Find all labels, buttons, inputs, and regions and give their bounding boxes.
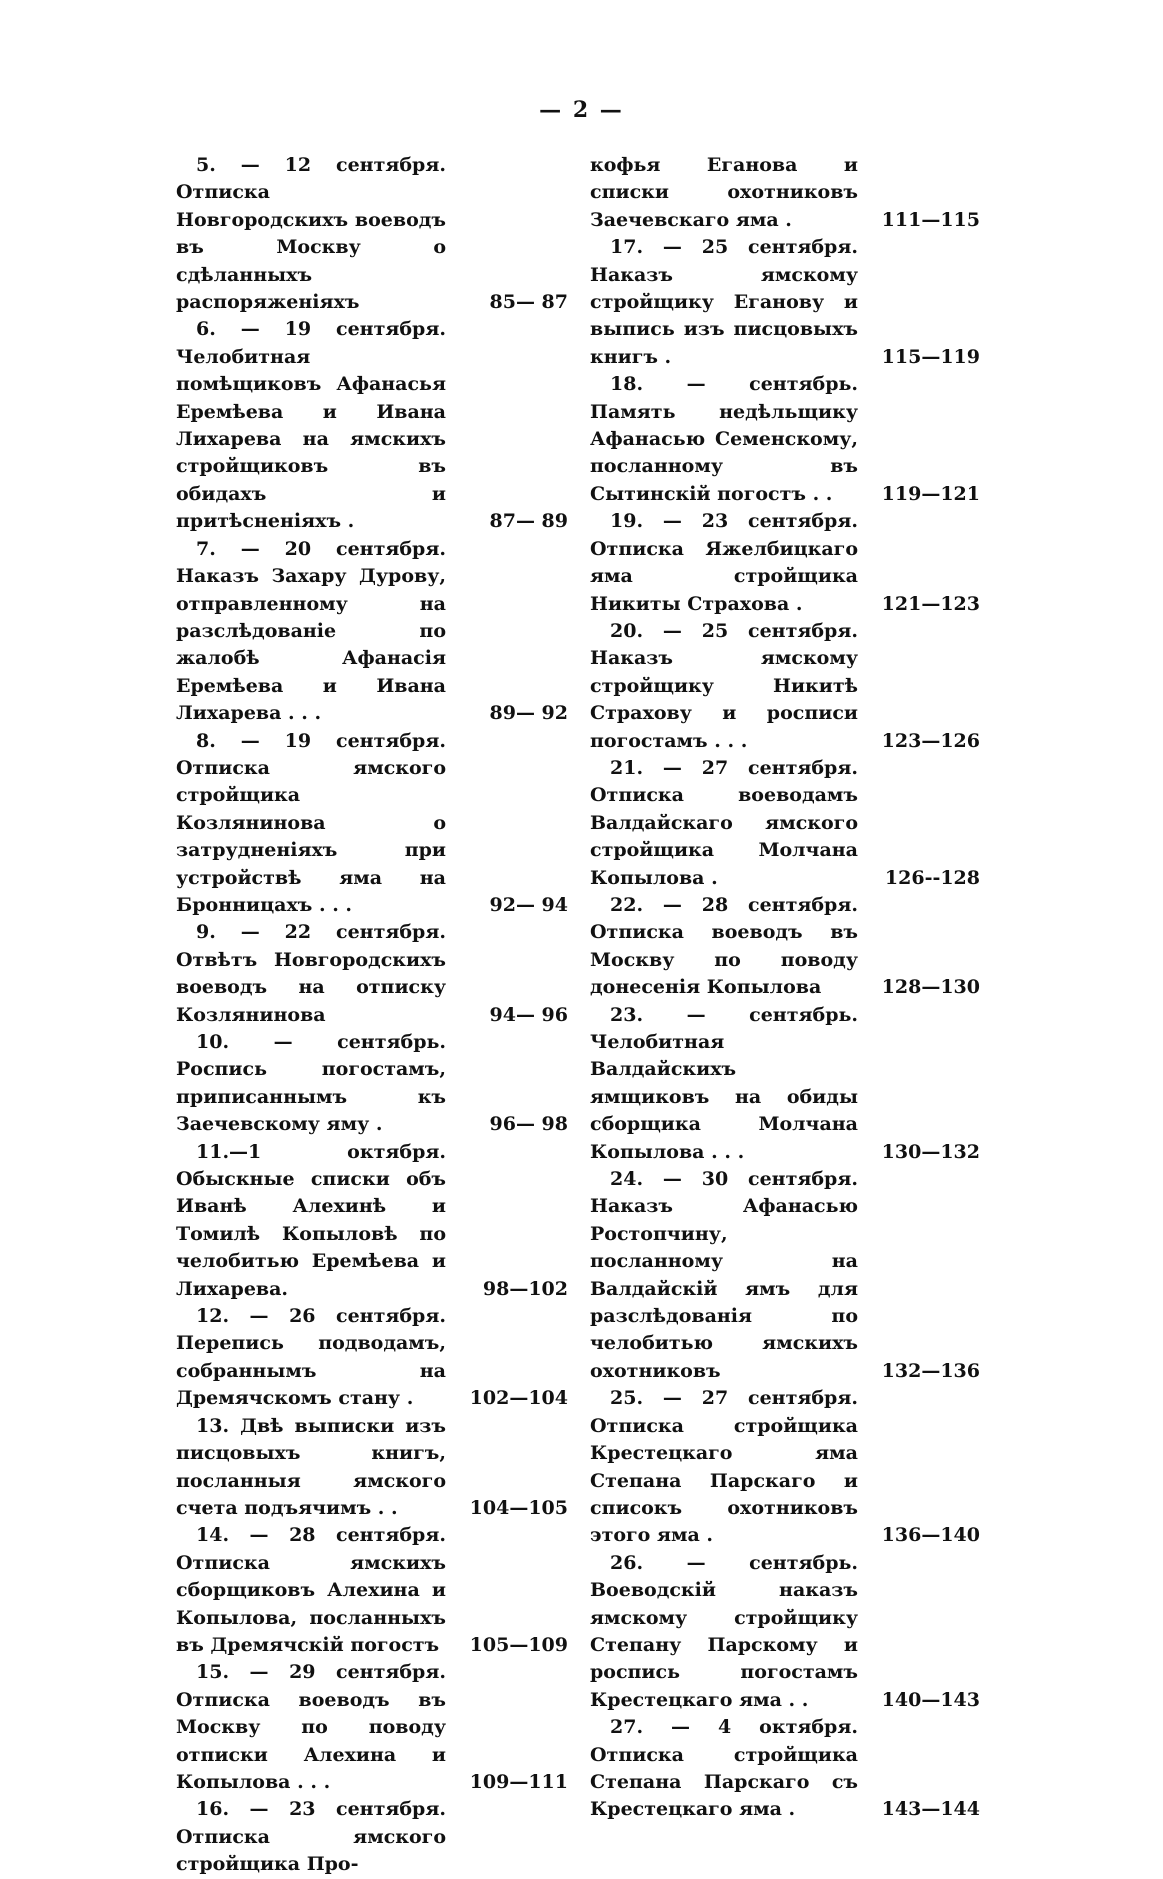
toc-entry	[590, 1550, 980, 1714]
entry-pages: 130—132	[881, 1140, 980, 1163]
toc-entry	[176, 919, 568, 1029]
entry-text: 16. — 23 сентября. Отписка ямского стройщика Про-	[176, 1798, 446, 1876]
entry-text: 7. — 20 сентября. Наказъ Захару Дурову, отправленному на разслѣдованiе по жалобѣ Афанасiя Еремѣева и Ивана Лихарева . . .	[176, 537, 446, 725]
entry-text: 10. — сентябрь. Роспись погостамъ, приписаннымъ къ Заечевскому яму .	[176, 1031, 446, 1136]
toc-entry	[176, 1659, 568, 1796]
entry-pages: 87— 89	[489, 510, 568, 533]
entry-pages: 94— 96	[489, 1003, 568, 1026]
entry-text: 18. — сентябрь. Память недѣльщику Афанасью Семенскому, посланному въ Сытинскiй погостъ . .	[590, 373, 858, 505]
entry-pages: 132—136	[881, 1359, 980, 1382]
entry-pages: 105—109	[469, 1633, 568, 1656]
toc-entry	[590, 755, 980, 892]
page-number: — 2 —	[539, 97, 624, 123]
toc-entry	[590, 1166, 980, 1385]
toc-entry	[176, 728, 568, 920]
entry-pages: 98—102	[482, 1277, 568, 1300]
entry-text: 23. — сентябрь. Челобитная Валдайскихъ ямщиковъ на обиды сборщика Молчана Копылова . . .	[590, 1003, 858, 1163]
toc-left-column	[176, 152, 568, 1879]
entry-pages: 119—121	[881, 482, 980, 505]
toc-right-column	[590, 152, 980, 1824]
entry-text: 8. — 19 сентября. Отписка ямского стройщика Козлянинова о затрудненiяхъ при устройствѣ яма на Бронницахъ . . .	[176, 729, 446, 916]
entry-text: 27. — 4 октября. Отписка стройщика Степана Парскаго съ Крестецкаго яма .	[590, 1716, 858, 1821]
entry-pages: 111—115	[881, 208, 980, 231]
toc-entry	[176, 1029, 568, 1139]
entry-text: 11.—1 октября. Обыскные списки объ Иванѣ Алехинѣ и Томилѣ Копыловѣ по челобитью Еремѣева и Лихарева.	[176, 1140, 446, 1300]
entry-text: 9. — 22 сентября. Отвѣтъ Новгородскихъ воеводъ на отписку Козлянинова	[176, 921, 446, 1026]
entry-pages: 85— 87	[489, 291, 568, 314]
entry-pages: 92— 94	[489, 893, 568, 916]
entry-pages: 109—111	[469, 1770, 568, 1793]
entry-text: 5. — 12 сентября. Отписка Новгородскихъ воеводъ въ Москву о сдѣланныхъ распоряженiяхъ	[176, 154, 446, 314]
entry-text: 12. — 26 сентября. Перепись подводамъ, собраннымъ на Дремячскомъ стану .	[176, 1305, 446, 1410]
toc-entry	[176, 1139, 568, 1303]
entry-pages: 102—104	[469, 1387, 568, 1410]
entry-text: 24. — 30 сентября. Наказъ Афанасью Ростопчину, посланному на Валдайскiй ямъ для разслѣдованiя по челобитью ямскихъ охотниковъ	[590, 1168, 858, 1382]
toc-entry	[176, 1796, 568, 1878]
entry-pages: 121—123	[881, 592, 980, 615]
entry-pages: 143—144	[881, 1798, 980, 1821]
entry-text: 25. — 27 сентября. Отписка стройщика Крестецкаго яма Степана Парскаго и списокъ охотниковъ этого яма .	[590, 1387, 858, 1547]
toc-entry	[590, 1002, 980, 1166]
entry-pages: 89— 92	[489, 702, 568, 725]
entry-text: 15. — 29 сентября. Отписка воеводъ въ Москву по поводу отписки Алехина и Копылова . . .	[176, 1661, 446, 1793]
entry-pages: 128—130	[881, 976, 980, 999]
toc-entry	[590, 508, 980, 618]
toc-entry	[176, 1413, 568, 1523]
entry-pages: 104—105	[469, 1496, 568, 1519]
toc-entry	[590, 892, 980, 1002]
entry-text: 20. — 25 сентября. Наказъ ямскому стройщику Никитѣ Страхову и росписи погостамъ . . .	[590, 619, 858, 752]
entry-text: 19. — 23 сентября. Отписка Яжелбицкаго яма стройщика Никиты Страхова .	[590, 510, 858, 615]
toc-entry	[590, 1385, 980, 1549]
entry-text: 22. — 28 сентября. Отписка воеводъ въ Москву по поводу донесенiя Копылова	[590, 893, 858, 999]
toc-entry	[176, 1303, 568, 1413]
entry-pages: 126--128	[884, 866, 980, 889]
entry-text: кофья Еганова и списки охотниковъ Заечевскаго яма .	[590, 154, 858, 231]
entry-pages: 136—140	[881, 1524, 980, 1547]
toc-entry	[590, 234, 980, 371]
entry-pages: 115—119	[881, 345, 980, 368]
toc-entry	[590, 1714, 980, 1824]
entry-text: 17. — 25 сентября. Наказъ ямскому стройщику Еганову и выпись изъ писцовыхъ книгъ .	[590, 236, 858, 368]
entry-pages: 123—126	[881, 729, 980, 752]
entry-text: 26. — сентябрь. Воеводскiй наказъ ямскому стройщику Степану Парскому и роспись погостамъ Крестецкаго яма . .	[590, 1551, 858, 1711]
toc-entry	[590, 152, 980, 234]
entry-pages: 140—143	[881, 1688, 980, 1711]
entry-text: 21. — 27 сентября. Отписка воеводамъ Валдайскаго ямского стройщика Молчана Копылова .	[590, 756, 858, 889]
toc-entry	[176, 1522, 568, 1659]
entry-text: 6. — 19 сентября. Челобитная помѣщиковъ Афанасья Еремѣева и Ивана Лихарева на ямскихъ стройщиковъ въ обидахъ и притѣсненiяхъ .	[176, 318, 446, 533]
toc-entry	[176, 152, 568, 316]
toc-entry	[176, 536, 568, 728]
entry-text: 14. — 28 сентября. Отписка ямскихъ сборщиковъ Алехина и Копылова, посланныхъ въ Дремячскiй погостъ	[176, 1524, 446, 1656]
entry-pages: 96— 98	[489, 1113, 568, 1136]
toc-entry	[176, 316, 568, 535]
toc-entry	[590, 371, 980, 508]
entry-text: 13. Двѣ выписки изъ писцовыхъ книгъ, посланныя ямского счета подъячимъ . .	[176, 1414, 446, 1519]
toc-entry	[590, 618, 980, 755]
